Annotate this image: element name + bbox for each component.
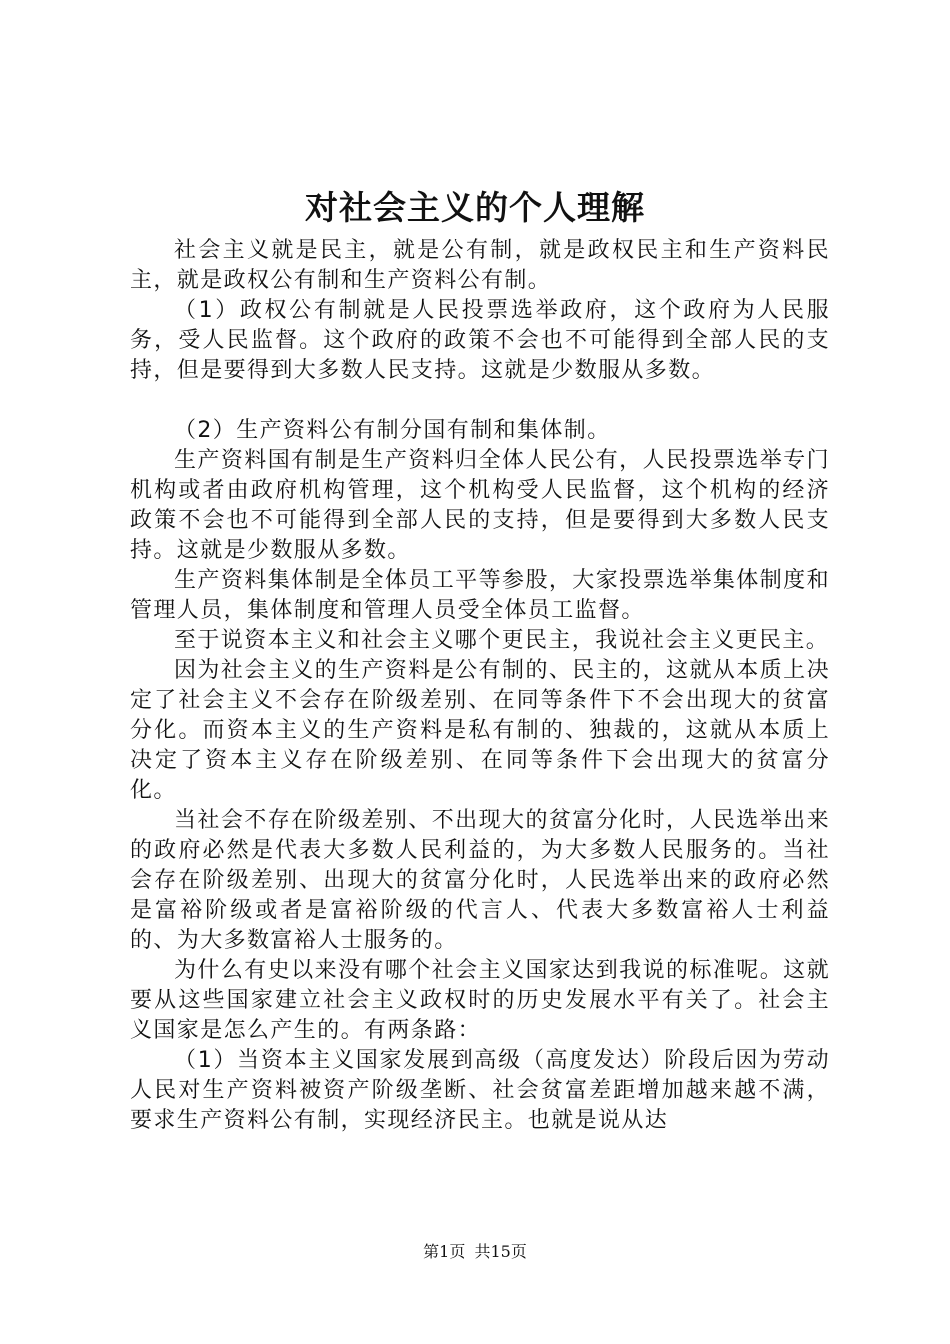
document-title: 对社会主义的个人理解 bbox=[305, 188, 645, 227]
paragraph: 至于说资本主义和社会主义哪个更民主，我说社会主义更民主。 bbox=[174, 628, 830, 653]
paragraph: 社会主义就是民主，就是公有制，就是政权民主和生产资料民主，就是政权公有制和生产资料公有制。 bbox=[130, 238, 830, 293]
paragraph: 因为社会主义的生产资料是公有制的、民主的，这就从本质上决定了社会主义不会存在阶级差别、在同等条件下不会出现大的贫富分化。而资本主义的生产资料是私有制的、独裁的，这就从本质上决定了资本主义存在阶级差别、在同等条件下会出现大的贫富分化。 bbox=[130, 658, 830, 803]
page-total: 共15页 bbox=[474, 1242, 527, 1261]
page-footer bbox=[0, 1241, 950, 1263]
paragraph: 为什么有史以来没有哪个社会主义国家达到我说的标准呢。这就要从这些国家建立社会主义政权时的历史发展水平有关了。社会主义国家是怎么产生的。有两条路： bbox=[130, 958, 830, 1043]
blank-paragraph bbox=[130, 386, 830, 416]
paragraph: 当社会不存在阶级差别、不出现大的贫富分化时，人民选举出来的政府必然是代表大多数人民利益的，为大多数人民服务的。当社会存在阶级差别、出现大的贫富分化时，人民选举出来的政府必然是富裕阶级或者是富裕阶级的代言人、代表大多数富裕人士利益的、为大多数富裕人士服务的。 bbox=[130, 808, 830, 953]
paragraph: （2）生产资料公有制分国有制和集体制。 bbox=[174, 418, 611, 443]
paragraph: 生产资料国有制是生产资料归全体人民公有，人民投票选举专门机构或者由政府机构管理，这个机构受人民监督，这个机构的经济政策不会也不可能得到全部人民的支持，但是要得到大多数人民支持。这就是少数服从多数。 bbox=[130, 448, 830, 563]
paragraph: 生产资料集体制是全体员工平等参股，大家投票选举集体制度和管理人员，集体制度和管理人员受全体员工监督。 bbox=[130, 568, 830, 623]
document-body bbox=[130, 236, 830, 1136]
page-number: 第1页 bbox=[423, 1242, 466, 1261]
paragraph: （1）当资本主义国家发展到高级（高度发达）阶段后因为劳动人民对生产资料被资产阶级垄断、社会贫富差距增加越来越不满，要求生产资料公有制，实现经济民主。也就是说从达 bbox=[130, 1048, 830, 1133]
paragraph: （1）政权公有制就是人民投票选举政府，这个政府为人民服务，受人民监督。这个政府的政策不会也不可能得到全部人民的支持，但是要得到大多数人民支持。这就是少数服从多数。 bbox=[130, 298, 830, 383]
